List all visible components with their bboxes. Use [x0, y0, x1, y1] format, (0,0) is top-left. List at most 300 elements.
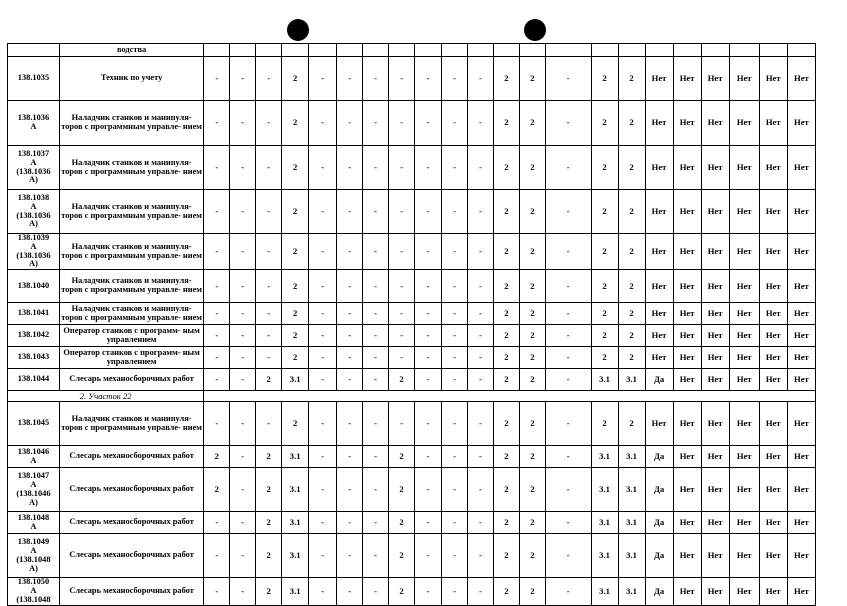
value-cell: - — [363, 347, 389, 369]
value-cell: - — [337, 578, 363, 605]
value-cell: - — [230, 534, 256, 578]
value-cell: Нет — [673, 234, 701, 270]
value-cell: 2 — [618, 57, 645, 101]
value-cell: Нет — [701, 534, 729, 578]
value-cell: Нет — [645, 190, 673, 234]
value-cell: 2 — [519, 347, 545, 369]
value-cell: - — [309, 234, 337, 270]
position-name: Оператор станков с программ- ным управлением — [59, 325, 203, 347]
position-name: Слесарь механосборочных работ — [59, 534, 203, 578]
value-cell: 2 — [591, 303, 618, 325]
value-cell: - — [467, 270, 493, 303]
value-cell: - — [230, 325, 256, 347]
value-cell: - — [256, 402, 282, 446]
value-cell: 3.1 — [618, 369, 645, 391]
value-cell: - — [309, 270, 337, 303]
value-cell: 2 — [493, 402, 519, 446]
table-row — [8, 101, 816, 146]
value-cell: - — [415, 234, 442, 270]
value-cell: Нет — [787, 578, 815, 605]
value-cell: 2 — [591, 190, 618, 234]
value-cell: - — [337, 190, 363, 234]
value-cell: - — [389, 234, 415, 270]
value-cell: - — [545, 234, 591, 270]
value-cell: 2 — [389, 512, 415, 534]
value-cell: 2 — [618, 101, 645, 146]
value-cell: - — [309, 190, 337, 234]
value-cell: 2 — [618, 190, 645, 234]
value-cell: - — [204, 57, 230, 101]
value-cell: Нет — [645, 325, 673, 347]
value-cell: - — [389, 270, 415, 303]
value-cell: - — [337, 325, 363, 347]
value-cell: Нет — [759, 57, 787, 101]
value-cell: - — [415, 303, 442, 325]
table-row — [8, 190, 816, 234]
position-name: Наладчик станков и манипуля- торов с программным управле- нием — [59, 146, 203, 190]
value-cell: Нет — [701, 512, 729, 534]
value-cell: 2 — [493, 234, 519, 270]
value-cell: Нет — [701, 468, 729, 512]
value-cell: - — [442, 512, 468, 534]
value-cell: - — [230, 190, 256, 234]
value-cell: Нет — [729, 578, 759, 605]
value-cell: Нет — [673, 146, 701, 190]
value-cell: - — [309, 534, 337, 578]
position-name: Наладчик станков и манипуля- торов с программным управле- нием — [59, 303, 203, 325]
position-name: Техник по учету — [59, 57, 203, 101]
value-cell: 3.1 — [282, 512, 309, 534]
value-cell: Нет — [701, 270, 729, 303]
value-cell: Нет — [673, 303, 701, 325]
value-cell: 2 — [591, 146, 618, 190]
value-cell: Нет — [787, 347, 815, 369]
value-cell: - — [389, 402, 415, 446]
value-cell: - — [204, 325, 230, 347]
value-cell: - — [230, 369, 256, 391]
value-cell: - — [363, 303, 389, 325]
value-cell: Нет — [787, 534, 815, 578]
table-row — [8, 270, 816, 303]
value-cell: Нет — [729, 534, 759, 578]
value-cell: 2 — [256, 534, 282, 578]
value-cell: Нет — [673, 270, 701, 303]
code-cell — [8, 44, 60, 57]
value-cell: - — [442, 190, 468, 234]
value-cell: - — [230, 101, 256, 146]
value-cell: Да — [645, 534, 673, 578]
value-cell: - — [442, 402, 468, 446]
value-cell: - — [230, 578, 256, 605]
value-cell: Нет — [759, 234, 787, 270]
value-cell: - — [442, 325, 468, 347]
value-cell: - — [363, 270, 389, 303]
value-cell: - — [467, 234, 493, 270]
value-cell: 3.1 — [591, 578, 618, 605]
position-name: Наладчик станков и манипуля- торов с программным управле- нием — [59, 101, 203, 146]
value-cell: 2 — [256, 369, 282, 391]
value-cell: - — [545, 325, 591, 347]
value-cell: 2 — [618, 270, 645, 303]
value-cell: Нет — [759, 369, 787, 391]
value-cell: - — [442, 57, 468, 101]
value-cell: - — [363, 325, 389, 347]
value-cell: Нет — [645, 234, 673, 270]
value-cell: - — [545, 512, 591, 534]
value-cell: 3.1 — [591, 468, 618, 512]
value-cell: 2 — [256, 446, 282, 468]
position-name: Слесарь механосборочных работ — [59, 512, 203, 534]
position-name: Слесарь механосборочных работ — [59, 468, 203, 512]
name-cell: водства — [59, 44, 203, 57]
value-cell: 3.1 — [282, 446, 309, 468]
value-cell: - — [309, 325, 337, 347]
value-cell: 2 — [282, 234, 309, 270]
value-cell: Да — [645, 468, 673, 512]
value-cell: Нет — [759, 578, 787, 605]
workplace-code: 138.1048 А — [8, 512, 60, 534]
value-cell: - — [442, 369, 468, 391]
value-cell: - — [309, 101, 337, 146]
value-cell: 2 — [591, 101, 618, 146]
value-cell: - — [309, 146, 337, 190]
table-row — [8, 446, 816, 468]
value-cell: 2 — [389, 468, 415, 512]
value-cell: - — [230, 402, 256, 446]
value-cell: 3.1 — [618, 534, 645, 578]
value-cell: - — [389, 347, 415, 369]
value-cell: 2 — [493, 534, 519, 578]
value-cell: Нет — [787, 512, 815, 534]
value-cell: 2 — [282, 402, 309, 446]
value-cell: - — [256, 325, 282, 347]
value-cell: - — [309, 402, 337, 446]
value-cell: - — [204, 303, 230, 325]
value-cell: - — [545, 446, 591, 468]
value-cell: - — [467, 325, 493, 347]
value-cell: 2 — [493, 325, 519, 347]
value-cell: - — [545, 303, 591, 325]
workplace-code: 138.1044 — [8, 369, 60, 391]
workplace-code: 138.1041 — [8, 303, 60, 325]
value-cell: - — [442, 234, 468, 270]
workplace-code: 138.1038 А (138.1036 А) — [8, 190, 60, 234]
value-cell: - — [389, 146, 415, 190]
punch-hole-right — [524, 19, 546, 41]
value-cell: 2 — [493, 101, 519, 146]
position-name: Наладчик станков и манипуля- торов с программным управле- нием — [59, 234, 203, 270]
workplace-assessment-table — [7, 43, 816, 606]
value-cell: - — [467, 578, 493, 605]
table-row — [8, 303, 816, 325]
table-row — [8, 534, 816, 578]
value-cell: - — [204, 534, 230, 578]
value-cell: Нет — [787, 146, 815, 190]
value-cell: - — [415, 101, 442, 146]
value-cell: 2 — [618, 402, 645, 446]
value-cell: - — [442, 101, 468, 146]
value-cell: - — [415, 146, 442, 190]
value-cell: - — [363, 369, 389, 391]
value-cell: 3.1 — [618, 512, 645, 534]
value-cell: Нет — [787, 190, 815, 234]
value-cell: - — [415, 402, 442, 446]
value-cell: Нет — [729, 234, 759, 270]
value-cell: - — [256, 270, 282, 303]
value-cell: - — [363, 190, 389, 234]
workplace-code: 138.1047 А (138.1046 А) — [8, 468, 60, 512]
value-cell: 2 — [519, 101, 545, 146]
value-cell: Нет — [759, 270, 787, 303]
value-cell: - — [545, 190, 591, 234]
value-cell: - — [467, 446, 493, 468]
value-cell: 2 — [519, 270, 545, 303]
value-cell: Нет — [701, 369, 729, 391]
value-cell: Нет — [701, 325, 729, 347]
value-cell: Да — [645, 369, 673, 391]
table-row — [8, 347, 816, 369]
value-cell: - — [415, 446, 442, 468]
value-cell: Нет — [729, 146, 759, 190]
value-cell: - — [442, 534, 468, 578]
value-cell: 2 — [591, 234, 618, 270]
value-cell: 2 — [493, 468, 519, 512]
value-cell: - — [467, 369, 493, 391]
value-cell: 2 — [519, 446, 545, 468]
value-cell: 2 — [256, 468, 282, 512]
value-cell: - — [256, 146, 282, 190]
table-row — [8, 146, 816, 190]
value-cell: - — [442, 270, 468, 303]
value-cell: 2 — [389, 534, 415, 578]
value-cell: Нет — [787, 270, 815, 303]
value-cell: Нет — [673, 190, 701, 234]
value-cell: - — [467, 402, 493, 446]
value-cell: Нет — [673, 534, 701, 578]
value-cell: Нет — [729, 270, 759, 303]
value-cell: Нет — [701, 402, 729, 446]
value-cell: 3.1 — [282, 468, 309, 512]
value-cell: Нет — [787, 325, 815, 347]
value-cell: Нет — [759, 402, 787, 446]
position-name: Наладчик станков и манипуля- торов с программным управле- нием — [59, 190, 203, 234]
value-cell: 2 — [256, 512, 282, 534]
value-cell: Нет — [729, 190, 759, 234]
value-cell: - — [545, 146, 591, 190]
value-cell: 2 — [389, 369, 415, 391]
value-cell: Нет — [759, 468, 787, 512]
value-cell: - — [204, 369, 230, 391]
value-cell: - — [337, 234, 363, 270]
value-cell: Нет — [673, 101, 701, 146]
value-cell: - — [230, 303, 256, 325]
value-cell: 2 — [519, 369, 545, 391]
value-cell: Нет — [787, 446, 815, 468]
value-cell: - — [389, 57, 415, 101]
value-cell: - — [545, 534, 591, 578]
value-cell: - — [204, 402, 230, 446]
value-cell: - — [337, 468, 363, 512]
value-cell: - — [337, 303, 363, 325]
value-cell: Да — [645, 578, 673, 605]
value-cell: - — [389, 303, 415, 325]
value-cell: - — [204, 234, 230, 270]
value-cell: - — [309, 512, 337, 534]
value-cell: - — [337, 402, 363, 446]
value-cell: 2 — [493, 512, 519, 534]
value-cell: - — [545, 578, 591, 605]
value-cell: Нет — [645, 270, 673, 303]
value-cell: 3.1 — [618, 468, 645, 512]
section-row — [8, 391, 816, 402]
table-row — [8, 402, 816, 446]
value-cell: - — [230, 347, 256, 369]
value-cell: - — [415, 578, 442, 605]
value-cell: Нет — [673, 512, 701, 534]
value-cell: - — [309, 303, 337, 325]
value-cell: Нет — [673, 325, 701, 347]
value-cell: Нет — [729, 57, 759, 101]
value-cell: - — [442, 347, 468, 369]
value-cell: - — [309, 578, 337, 605]
workplace-code: 138.1046 А — [8, 446, 60, 468]
value-cell: Нет — [645, 101, 673, 146]
value-cell: Нет — [729, 303, 759, 325]
value-cell: - — [467, 190, 493, 234]
value-cell: - — [467, 512, 493, 534]
value-cell: - — [467, 57, 493, 101]
value-cell: - — [389, 325, 415, 347]
value-cell: - — [415, 347, 442, 369]
value-cell: - — [442, 303, 468, 325]
value-cell: Нет — [729, 347, 759, 369]
value-cell: - — [389, 101, 415, 146]
value-cell: - — [230, 468, 256, 512]
value-cell: Нет — [759, 303, 787, 325]
table-row — [8, 369, 816, 391]
value-cell: - — [256, 347, 282, 369]
workplace-code: 138.1036 А — [8, 101, 60, 146]
value-cell: 2 — [493, 146, 519, 190]
position-name: Слесарь механосборочных работ — [59, 446, 203, 468]
value-cell: - — [415, 270, 442, 303]
value-cell: - — [545, 57, 591, 101]
table-row — [8, 234, 816, 270]
value-cell: - — [389, 190, 415, 234]
workplace-code: 138.1043 — [8, 347, 60, 369]
value-cell: - — [204, 190, 230, 234]
value-cell: - — [309, 57, 337, 101]
value-cell: 2 — [493, 347, 519, 369]
value-cell: Нет — [759, 446, 787, 468]
value-cell: 3.1 — [591, 446, 618, 468]
value-cell: Нет — [787, 369, 815, 391]
value-cell: Нет — [701, 234, 729, 270]
value-cell: 2 — [519, 512, 545, 534]
value-cell: - — [363, 578, 389, 605]
value-cell: - — [230, 270, 256, 303]
value-cell: - — [545, 369, 591, 391]
value-cell: - — [337, 347, 363, 369]
value-cell: - — [230, 446, 256, 468]
value-cell: - — [363, 101, 389, 146]
value-cell: - — [363, 534, 389, 578]
value-cell: - — [363, 146, 389, 190]
value-cell: - — [467, 534, 493, 578]
value-cell: - — [230, 146, 256, 190]
value-cell: 3.1 — [618, 446, 645, 468]
value-cell: 2 — [282, 57, 309, 101]
value-cell: 2 — [282, 146, 309, 190]
value-cell: 2 — [282, 303, 309, 325]
value-cell: 2 — [282, 270, 309, 303]
value-cell: - — [204, 347, 230, 369]
position-name: Слесарь механосборочных работ — [59, 578, 203, 605]
value-cell: - — [337, 101, 363, 146]
value-cell: - — [442, 468, 468, 512]
value-cell: 2 — [204, 468, 230, 512]
value-cell: Нет — [673, 446, 701, 468]
value-cell: Нет — [701, 578, 729, 605]
value-cell: Нет — [729, 512, 759, 534]
value-cell: 3.1 — [618, 578, 645, 605]
value-cell: Нет — [645, 303, 673, 325]
value-cell: Нет — [759, 101, 787, 146]
value-cell: Нет — [701, 101, 729, 146]
value-cell: Нет — [645, 347, 673, 369]
value-cell: 2 — [519, 534, 545, 578]
value-cell: 2 — [282, 347, 309, 369]
value-cell: Нет — [673, 468, 701, 512]
value-cell: - — [363, 402, 389, 446]
value-cell: - — [415, 369, 442, 391]
value-cell: Нет — [787, 57, 815, 101]
value-cell: 2 — [493, 446, 519, 468]
value-cell: - — [204, 578, 230, 605]
workplace-code: 138.1035 — [8, 57, 60, 101]
value-cell: 3.1 — [591, 512, 618, 534]
value-cell: Нет — [759, 347, 787, 369]
value-cell: Нет — [701, 347, 729, 369]
table-row — [8, 325, 816, 347]
value-cell: Нет — [759, 325, 787, 347]
value-cell: Нет — [673, 578, 701, 605]
value-cell: 2 — [591, 270, 618, 303]
value-cell: Нет — [729, 468, 759, 512]
value-cell: - — [545, 101, 591, 146]
value-cell: - — [337, 270, 363, 303]
position-name: Наладчик станков и манипуля- торов с программным управле- нием — [59, 402, 203, 446]
value-cell: 2 — [519, 402, 545, 446]
value-cell: - — [309, 369, 337, 391]
value-cell: 2 — [618, 325, 645, 347]
value-cell: 2 — [493, 578, 519, 605]
table-row — [8, 57, 816, 101]
value-cell: Нет — [673, 369, 701, 391]
value-cell: Нет — [759, 190, 787, 234]
value-cell: 2 — [618, 303, 645, 325]
value-cell: 2 — [493, 303, 519, 325]
value-cell: 2 — [618, 347, 645, 369]
value-cell: - — [309, 347, 337, 369]
value-cell: - — [230, 57, 256, 101]
value-cell: - — [545, 270, 591, 303]
workplace-code: 138.1037 А (138.1036 А) — [8, 146, 60, 190]
workplace-code: 138.1042 — [8, 325, 60, 347]
value-cell: Нет — [729, 446, 759, 468]
value-cell: - — [467, 101, 493, 146]
value-cell: - — [256, 303, 282, 325]
